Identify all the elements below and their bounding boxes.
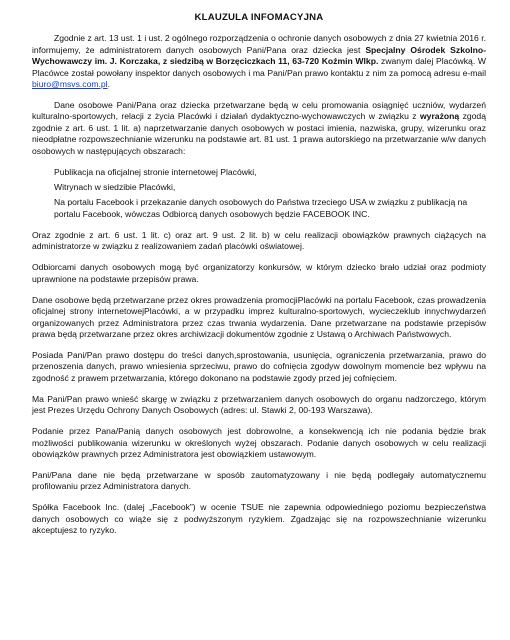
consent-word: wyrażoną: [420, 111, 460, 122]
paragraph-administrator-text-2: zwanym dalej Placówką. W Placówce został powołany inspektor danych osobowych i ma Pani/Pan prawo kontaktu z nim za pomocą adresu e-mail: [32, 56, 486, 78]
publication-areas-list: [32, 167, 486, 221]
institution-name: Specjalny Ośrodek Szkolno-Wychowawczy im. J. Korczaka, z siedzibą w Borzęciczkach 11, 63-720 Koźmin Wlkp.: [32, 44, 486, 67]
paragraph-administrator: [32, 33, 486, 90]
list-item: Publikacja na oficjalnej stronie internetowej Placówki,: [54, 166, 257, 177]
paragraph-recipients: Odbiorcami danych osobowych mogą być organizatorzy konkursów, w którym dziecko brało udział oraz podmioty uprawnione na podstawie przepisów prawa.: [32, 262, 486, 284]
paragraph-rights: Posiada Pani/Pan prawo dostępu do treści danych,sprostowania, usunięcia, ograniczenia przetwarzania, prawo do przenoszenia danych, prawo wniesienia sprzeciwu, prawo do cofnięcia zgodyw dowolnym momencie bez wpływu na zgodność z prawem przetwarzania, którego dokonano na podstawie zgody przed jej cofnięciem.: [32, 349, 486, 383]
paragraph-purpose-text-1: Dane osobowe Pani/Pana oraz dziecka przetwarzane będą w celu promowania osiągnięć uczniów, wydarzeń kulturalno-sportowych, relacji z życia Placówki i działań dydaktyczno-wychowawczych w związku z: [32, 100, 486, 122]
paragraph-facebook-risk: Spółka Facebook Inc. (dalej „Facebook”) w ocenie TSUE nie zapewnia odpowiedniego poziomu bezpieczeństwa danych osobowych co wiąże się z podwyższonym ryzykiem. Zgadzając się na rozpowszechnianie wizerunku akceptujesz to ryzyko.: [32, 502, 486, 536]
paragraph-voluntary: Podanie przez Pana/Panią danych osobowych jest dobrowolne, a konsekwencją ich nie podania będzie brak możliwości publikowania wizerunku w określonych wyżej obszarach. Podanie danych osobowych w celu realizacji obowiązków prawnych przez Administratora jest obowiązkiem ustawowym.: [32, 426, 486, 459]
email-link[interactable]: biuro@msvs.com.pl: [32, 79, 108, 90]
paragraph-legal-basis: Oraz zgodnie z art. 6 ust. 1 lit. c) oraz art. 9 ust. 2 lit. b) w celu realizacji obowiązków prawnych ciążących na administratorze w związku z realizowaniem zadań placówki oświatowej.: [32, 229, 486, 252]
paragraph-retention: Dane osobowe będą przetwarzane przez okres prowadzenia promocjiPlacówki na portalu Facebook, czas prowadzenia oficjalnej strony internetowejPlacówki, a w przypadku imprez kulturalno-sportowych, wycieczeklub innychwydarzeń organizowanych przez Administratora przez czas trwania wydarzenia. Dane przetwarzane na podstawie przepisów prawa będą przetwarzane przez okres archiwizacji dokumentów zgodnie z Ustawą o Archiwach Państwowych.: [32, 294, 486, 339]
paragraph-automation: Pani/Pana dane nie będą przetwarzane w sposób zautomatyzowany i nie będą podlegały automatycznemu profilowaniu przez Administratora danych.: [32, 469, 486, 492]
document-title: KLAUZULA INFOMACYJNA: [194, 12, 324, 23]
list-item: Witrynach w siedzibie Placówki,: [54, 182, 176, 193]
list-item: Na portalu Facebook i przekazanie danych osobowych do Państwa trzeciego USA w związku z publikacją na portalu Facebook, wówczas Odbiorcą danych osobowych będzie FACEBOOK INC.: [54, 197, 468, 219]
paragraph-administrator-end: .: [107, 79, 110, 90]
paragraph-administrator-text-1: Zgodnie z art. 13 ust. 1 i ust. 2 ogólnego rozporządzenia o ochronie danych osobowych z dnia 27 kwietnia 2016 r. informujemy, że administratorem danych osobowych Pani/Pana oraz dziecka jest: [32, 33, 486, 55]
paragraph-purpose-text-2: zgodą zgodnie z art. 6 ust. 1 lit. a) naprzetwarzanie danych osobowych w postaci imienia, nazwiska, grupy, wizerunku oraz nieodpłatne rozpowszechnianie wizerunku na podstawie art. 81 ust. 1 prawa autorskiego na przetwarzanie w/w danych osobowych w następujących obszarach:: [32, 111, 486, 156]
paragraph-complaint: Ma Pani/Pan prawo wnieść skargę w związku z przetwarzaniem danych osobowych do organu nadzorczego, którym jest Prezes Urzędu Ochrony Danych Osobowych (adres: ul. Stawki 2, 00-193 Warszawa).: [32, 393, 486, 416]
paragraph-purpose: [32, 100, 486, 157]
